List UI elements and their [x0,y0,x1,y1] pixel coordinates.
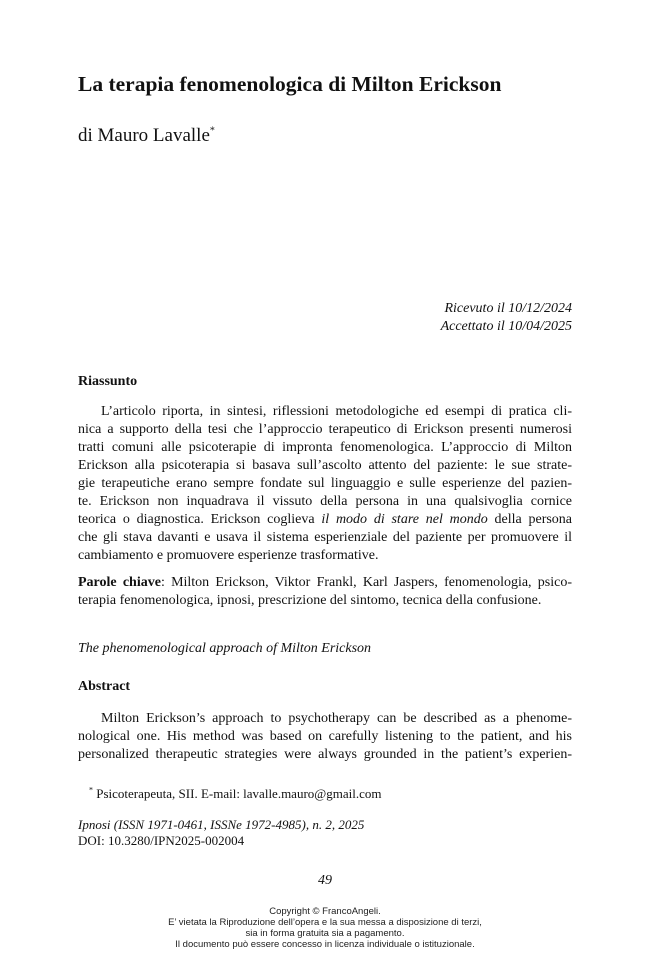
english-title: The phenomenological approach of Milton Erickson [78,641,372,656]
copyright-line: Il documento può essere concesso in licenza individuale o istituzionale. [175,939,475,950]
riassunto-line: cambiamento e promuovere esperienze trasformative. [78,548,379,563]
abstract-line: personalized therapeutic strategies were always grounded in the patient’s experien- [78,747,572,762]
footnote-text: Psicoterapeuta, SII. E-mail: lavalle.mauro@gmail.com [93,786,382,801]
riassunto-heading: Riassunto [78,374,138,389]
abstract-heading: Abstract [78,679,131,694]
submission-dates [441,300,572,336]
author-name: di Mauro Lavalle [78,125,210,146]
riassunto-line-mixed: teorica o diagnostica. Erickson coglieva il modo di stare nel mondo della persona [78,512,573,527]
author-line [78,123,215,149]
italic-phrase: il modo di stare nel mondo [321,512,488,527]
footnote [89,785,382,802]
abstract-line: nological one. His method was based on carefully listening to the patient, and his [78,729,572,744]
copyright-line: E’ vietata la Riproduzione dell’opera e la sua messa a disposizione di terzi, [168,917,482,928]
copyright-line: Copyright © FrancoAngeli. [269,906,381,917]
abstract-line: Milton Erickson’s approach to psychotherapy can be described as a phenome- [101,711,572,726]
keywords-label: Parole chiave [78,575,161,590]
journal-citation: Ipnosi (ISSN 1971-0461, ISSNe 1972-4985), n. 2, 2025 [78,817,365,832]
keywords-line: terapia fenomenologica, ipnosi, prescrizione del sintomo, tecnica della confusione. [78,593,542,608]
abstract-paragraph [78,710,572,764]
author-footnote-mark: * [209,125,215,137]
riassunto-line: Erickson alla psicoterapia si basava sull’ascolto attento del paziente: le sue strate- [78,458,572,473]
footnote-mark: * [89,785,93,795]
accepted-date: Accettato il 10/04/2025 [440,319,572,334]
article-title: La terapia fenomenologica di Milton Erickson [78,72,502,96]
copyright-notice [0,906,650,950]
riassunto-line: te. Erickson non inquadrava il vissuto della persona in una qualsivoglia cornice [78,494,572,509]
riassunto-line: gie terapeutiche erano sempre fondate sul linguaggio e sulle esperienze del pazien- [78,476,572,491]
keywords-block [78,574,572,610]
page-number: 49 [318,873,332,888]
riassunto-line: tratti comuni alle psicoterapie di impronta fenomenologica. L’approccio di Milton [78,440,572,455]
riassunto-paragraph [78,403,572,565]
riassunto-line: L’articolo riporta, in sintesi, riflessioni metodologiche ed esempi di pratica cli- [101,404,572,419]
riassunto-line: nica a supporto della tesi che l’approccio terapeutico di Erickson presenti numerosi [78,422,572,437]
copyright-line: sia in forma gratuita sia a pagamento. [245,928,405,939]
keywords-line: Parole chiave: Milton Erickson, Viktor Frankl, Karl Jaspers, fenomenologia, psico- [78,575,572,590]
doi: DOI: 10.3280/IPN2025-002004 [78,833,245,848]
riassunto-line: che gli stava davanti e usava il sistema esperienziale del paziente per promuovere il [78,530,572,545]
journal-info [78,817,364,849]
received-date: Ricevuto il 10/12/2024 [444,301,572,316]
